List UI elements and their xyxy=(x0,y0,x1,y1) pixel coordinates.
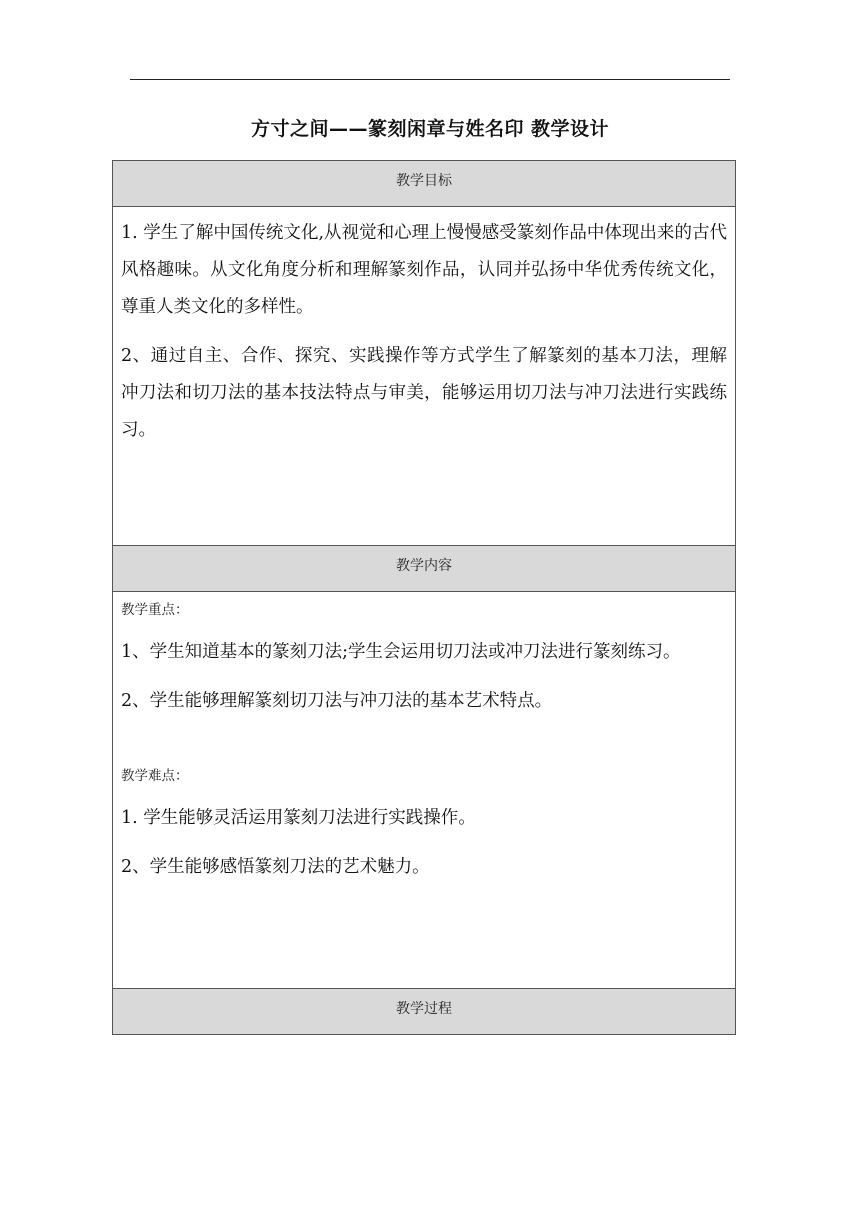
content-header: 教学内容 xyxy=(113,545,735,591)
process-header: 教学过程 xyxy=(113,988,735,1034)
objective-item-1: 1. 学生了解中国传统文化,从视觉和心理上慢慢感受篆刻作品中体现出来的古代风格趣味。从文化角度分析和理解篆刻作品，认同并弘扬中华优秀传统文化，尊重人类文化的多样性。 xyxy=(121,223,727,317)
key-point-item-2: 2、学生能够理解篆刻切刀法与冲刀法的基本艺术特点。 xyxy=(121,691,553,711)
objective-item-2: 2、通过自主、合作、探究、实践操作等方式学生了解篆刻的基本刀法，理解冲刀法和切刀法的基本技法特点与审美，能够运用切刀法与冲刀法进行实践练习。 xyxy=(121,346,727,440)
content-cell xyxy=(113,591,735,988)
objectives-header: 教学目标 xyxy=(113,160,735,206)
document-title: 方寸之间——篆刻闲章与姓名印 教学设计 xyxy=(250,118,610,140)
objectives-cell xyxy=(113,206,735,545)
lesson-plan-table xyxy=(112,160,736,1035)
key-point-item-1: 1、学生知道基本的篆刻刀法;学生会运用切刀法或冲刀法进行篆刻练习。 xyxy=(121,642,681,662)
header-rule xyxy=(130,79,730,80)
difficulties-label: 教学难点： xyxy=(121,768,189,784)
difficulty-item-1: 1. 学生能够灵活运用篆刻刀法进行实践操作。 xyxy=(121,808,476,828)
key-points-label: 教学重点： xyxy=(121,602,189,618)
difficulty-item-2: 2、学生能够感悟篆刻刀法的艺术魅力。 xyxy=(121,857,430,877)
